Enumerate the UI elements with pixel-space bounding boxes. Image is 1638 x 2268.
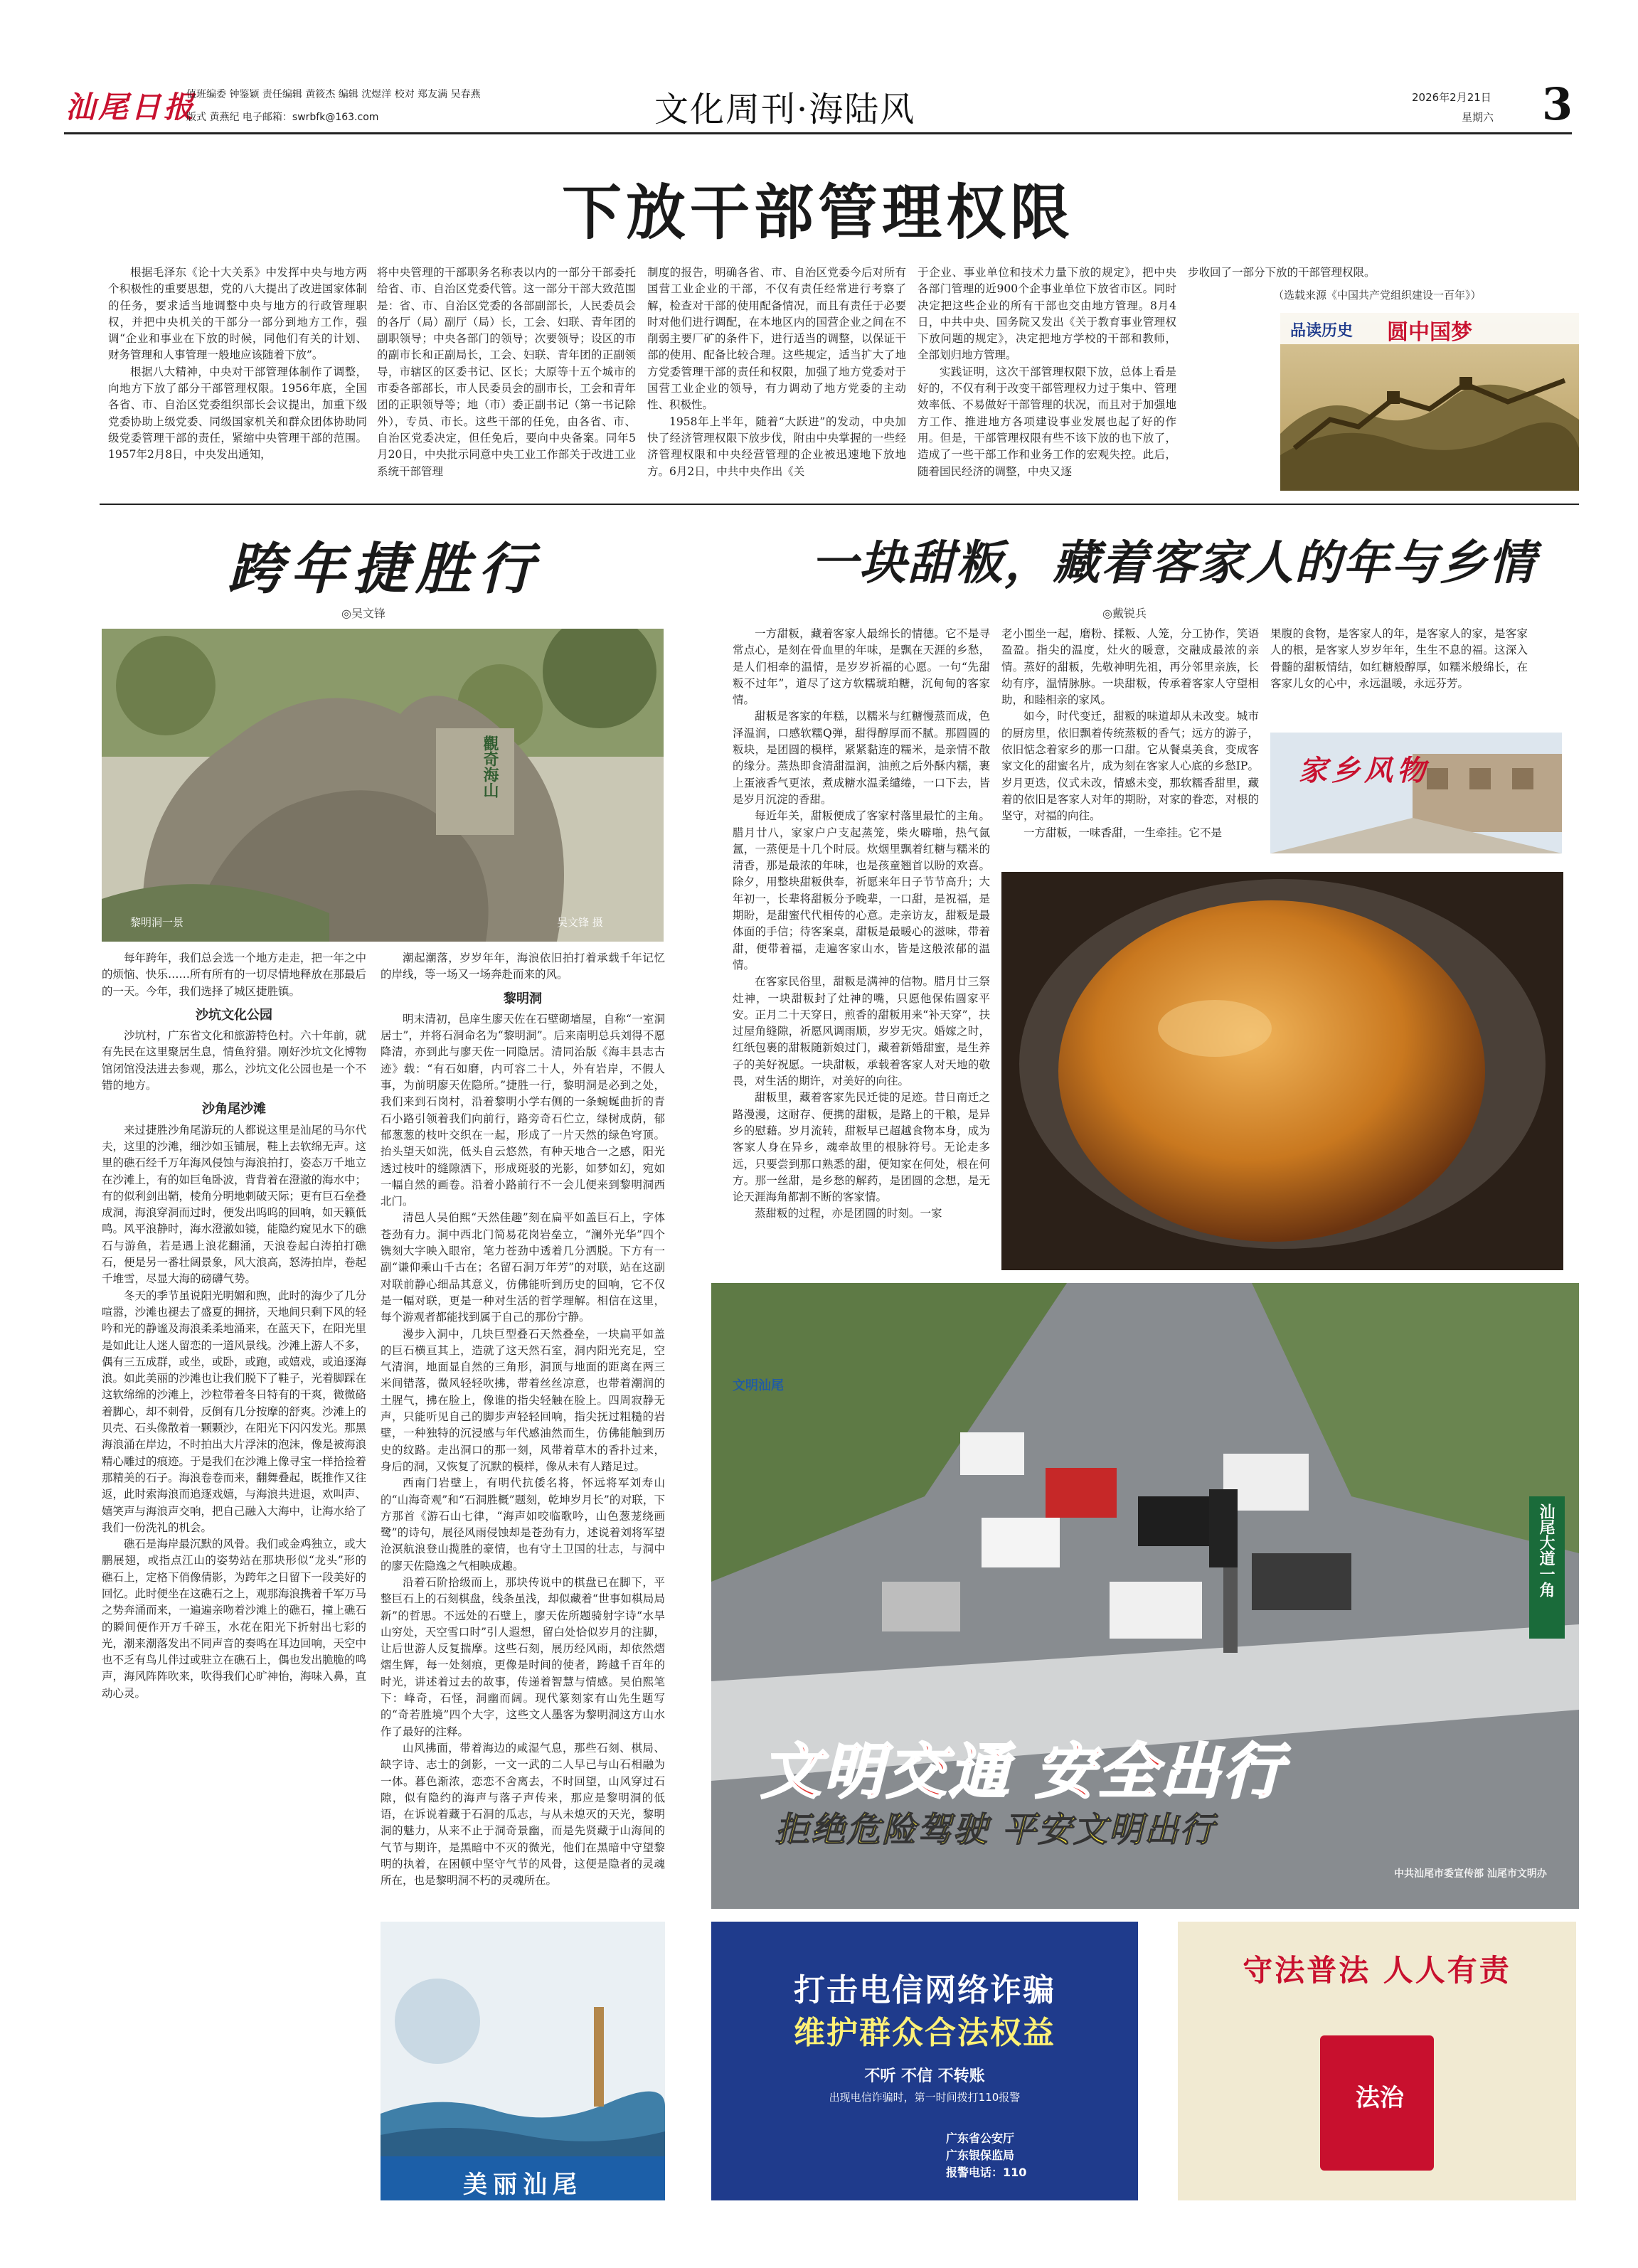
article1-col-3	[647, 265, 906, 485]
road-credit: 中共汕尾市委宣传部 汕尾市文明办	[1394, 1868, 1547, 1880]
paragraph: 根据毛泽东《论十大关系》中发挥中央与地方两个积极性的重要思想，党的八大提出了改进国家体制的任务，要求适当地调整中央与地方的行政管理职权，并把中央机关的干部分一部分到地方工作，强调“企业和事业在下放的时候，同他们有关的计划、财务管理和人事管理一般地应该随着下放”。	[108, 266, 367, 362]
ad3-title: 守法普法 人人有责	[1243, 1953, 1511, 1988]
ad-law	[1178, 1922, 1576, 2200]
road-banner-main: 文明交通 安全出行	[761, 1737, 1286, 1806]
paragraph: 沿着石阶拾级而上，那块传说中的棋盘已在脚下，平整巨石上的石刻棋盘，线条虽浅，却似藏着“世事如棋局局新”的哲思。不远处的石壁上，廖天佐所题骑射字诗“水旱山穷处，天空雪口时”引人遐想，留白处恰似岁月的注脚，让后世游人反复揣摩。这些石刻，展历经风雨，却依然熠熠生辉，每一处刻痕，更像是时间的使者，跨越千百年的时光，讲述着过去的故事，传递着智慧与情感。吴伯熙笔下：峰奇，石怪，洞幽而阔。现代篆刻家有山先生题写的“奇若胜境”四个大字，这些文人墨客为黎明洞这方山水作了最好的注释。	[381, 1575, 665, 1738]
article3-title: 一块甜粄，藏着客家人的年与乡情	[811, 535, 1536, 590]
paragraph: 如今，时代变迁，甜粄的味道却从未改变。城市的厨房里，依旧飘着传统蒸粄的香气；远方的游子，依旧惦念着家乡的那一口甜。它从餐桌美食，变成客家文化的甜蜜名片，成为刻在客家人心底的乡愁IP。岁月更迭，仪式未改，情感未变，那软糯香甜里，藏着的依旧是客家人对年的期盼，对家的眷恋，对根的坚守，对福的向往。	[1001, 710, 1259, 823]
paragraph: 制度的报告，明确各省、市、自治区党委今后对所有国营工业企业的干部，不仅有责任经常进行考察了解，检查对干部的使用配备情况，而且有责任于必要时对他们进行调配，在本地区内的国营企业之间在不削弱主要厂矿的条件下，进行适当的调整，以保证干部的使用、配备比较合理。这些规定，适当扩大了地方党委管理干部的责任和权限，加强了地方党委对于国营工业企业的领导，有力调动了地方党委的主动性、积极性。	[647, 266, 906, 412]
article1-col-2	[377, 265, 636, 485]
paragraph: 每近年关，甜粄便成了客家村落里最忙的主角。腊月廿八，家家户户支起蒸笼，柴火噼啪，热气氤氲，一蒸便是十几个时辰。炊烟里飘着红糖与糯米的清香，那是最浓的年味，也是孩童翘首以盼的欢喜。除夕，用整块甜粄供奉，祈愿来年日子节节高升；大年初一，长辈将甜粄分予晚辈，一口甜，是祝福，是期盼，是甜蜜代代相传的心意。走亲访友，甜粄是最体面的手信；待客案桌，甜粄是最暖心的滋味，带着甜，便带着福，走遍客家山水，皆是这般浓郁的温情。	[733, 809, 990, 971]
paragraph: 一方甜粄，一味香甜，一生牵挂。它不是	[1023, 826, 1223, 839]
tianban-photo	[1001, 872, 1563, 1270]
paragraph: 果腹的食物，是客家人的年，是客家人的家，是客家人的根，是客家人岁岁年年，生生不息的福。这深入骨髓的甜粄情结，如红糖般醇厚，如糯米般绵长，在客家儿女的心中，永远温暖，永远芬芳。	[1270, 627, 1528, 690]
paragraph: 西南门岩壁上，有明代抗倭名将，怀远将军刘寿山的“山海奇观”和“石洞胜概”题刻，乾坤岁月长”的对联，下方那首《游石山七律，“海声如咬临歌吟，山色葱茏绕画鹭”的诗句，展径风雨侵蚀却是苍劲有力，述说着刘将军望沧溟航浪登山揽胜的豪情，也有守土卫国的壮志，与洞中的廖天佐隐逸之气相映成趣。	[381, 1476, 665, 1572]
rock-photo	[102, 629, 664, 942]
paragraph: 来过捷胜沙角尾游玩的人都说这里是汕尾的马尔代夫，这里的沙滩，细沙如玉铺展，鞋上去软绵无声。这里的礁石经千万年海风侵蚀与海浪拍打，姿态万千地立在沙滩上，有的如巨龟卧波，背背着在澄澈的海水中；有的似利剑出鞘，棱角分明地刺破天际；更有巨石垒叠成洞，海浪穿洞而过时，便发出呜呜的回响，如天籁低鸣。风平浪静时，海水澄澈如镜，能隐约窥见水下的礁石与游鱼，若是遇上浪花翻涌，天浪卷起白涛拍打礁石，便是另一番壮阔景象，风大浪高，怒涛拍岸，卷起千堆雪，尽显大海的磅礴气势。	[102, 1123, 366, 1286]
rock-photo-caption: 黎明洞一景	[130, 916, 184, 929]
subheading: 沙角尾沙滩	[202, 1102, 266, 1117]
paragraph: 一方甜粄，藏着客家人最绵长的情德。它不是寻常点心，是刻在骨血里的年味，是飘在天涯的乡愁，是人们相牵的温情，是岁岁祈福的心愿。一句“先甜粄不过年”，道尽了这方软糯琥珀糖，沉甸甸的客家情。	[733, 627, 990, 707]
masthead-rule	[64, 132, 1572, 134]
paragraph: 根据八大精神，中央对干部管理体制作了调整，向地方下放了部分干部管理权限。1956年底，全国各省、市、自治区党委组织部长会议提出，加重下级党委协助上级党委、同级国家机关和群众团体协助同级党委管理干部的责任，紧缩中央管理干部的范围。1957年2月8日，中央发出通知，	[108, 365, 367, 462]
paragraph: 潮起潮落，岁岁年年，海浪依旧拍打着承载千年记忆的岸线，等一场又一场奔赴而来的风。	[381, 952, 665, 981]
paragraph: 沙坑村，广东省文化和旅游特色村。六十年前，就有先民在这里聚居生息，情鱼狩猎。刚好沙坑文化博物馆闭馆没法进去参观，那么，沙坑文化公园也是一个不错的地方。	[102, 1029, 366, 1092]
hometown-label	[1270, 733, 1562, 853]
article2-title: 跨年捷胜行	[227, 537, 541, 602]
road-vertical-label: 汕尾大道一角	[1537, 1503, 1555, 1597]
paragraph: 礁石是海岸最沉默的风骨。我们或金鸡独立，或大鹏展翅，或指点江山的姿势站在那块形似“龙头”形的礁石上，定格下俏像倩影，为跨年之日留下一段美好的回忆。此时便坐在这礁石之上，观那海浪携着千军万马之势奔涌而来，一遍遍亲吻着沙滩上的礁石，撞上礁石的瞬间便作开万千碎玉，水花在阳光下折射出七彩的光，潮来潮落发出不同声音的奏鸣在耳边回响，天空中也不乏有鸟儿伴过或驻立在礁石上，偶也发出脆脆的鸣声，海风阵阵吹来，吹得我们心旷神怡，海味入鼻，直动心灵。	[102, 1538, 366, 1700]
article2-col-left	[102, 950, 366, 2223]
article3-col-2	[1001, 626, 1259, 861]
issue-weekday: 星期六	[1462, 111, 1494, 124]
masthead	[0, 0, 1638, 142]
paragraph: 老小围坐一起，磨粉、揉粄、人笼，分工协作，笑语盈盈。指尖的温度，灶火的暖意，交融成最浓的亲情。蒸好的甜粄，先敬神明先祖，再分邻里亲族，长幼有序，温情脉脉。一块甜粄，传承着客家人守望相助，和睦相亲的家风。	[1001, 627, 1259, 707]
editor-line: 值班编委 钟鉴颖 责任编辑 黄筱杰 编辑 沈煜洋 校对 郑友满 吴春燕	[186, 89, 481, 100]
paragraph: 实践证明，这次干部管理权限下放，总体上看是好的，不仅有利于改变干部管理权力过于集中、管理效率低、不易做好干部管理的状况，而且对于加强地方工作、推进地方各项建设事业发展也起了好的作用。但是，干部管理权限有些不该下放的也下放了，造成了一些干部工作和业务工作的宏观失控。此后，随着国民经济的调整，中央又逐	[918, 365, 1176, 478]
history-banner	[1280, 313, 1579, 491]
banner-label-right: 圆中国梦	[1387, 320, 1472, 345]
section-title: 文化周刊·海陆风	[654, 90, 916, 129]
ad2-sign-2: 广东银保监局	[946, 2149, 1015, 2162]
paragraph: 甜粄是客家的年糕，以糯米与红糖慢蒸而成，色泽温润，口感软糯Q弹，甜得醇厚而不腻。那圆圆的粄块，是团圆的模样，紧紧黏连的糯米，是亲情不散的缘分。蒸热即食清甜温润，油煎之后外酥内糯，裹上蛋液香气更浓，煮成糖水温柔缱绻，一口下去，皆是岁月沉淀的香甜。	[733, 710, 990, 806]
ad2-title-1: 打击电信网络诈骗	[794, 1972, 1055, 2008]
ad2-sign-1: 广东省公安厅	[946, 2131, 1015, 2145]
sweet-cake-illustration	[1001, 872, 1563, 1270]
road-photo	[711, 1283, 1579, 1909]
rock-carving-text: 觀奇海山	[481, 735, 499, 798]
ad2-hotline: 报警电话：110	[946, 2166, 1027, 2179]
paragraph: 山风拂面，带着海边的咸湿气息，那些石刻、棋局、缺字诗、志士的剑影，一文一武的二人早已与山石相融为一体。暮色渐浓，恋恋不舍离去，不时回望，山风穿过石隙，似有隐约的海声与落子声传来，那应是黎明洞的低语，在诉说着藏于石洞的瓜志，与从未熄灭的天光，黎明洞的魅力，从来不止于洞奇景幽，而是先贤藏于山海间的气节与期许，是黑暗中不灭的微光，他们在黑暗中守望黎明的执着，在困顿中坚守气节的风骨，这便是隐者的灵魂所在，也是黎明洞不朽的灵魂所在。	[381, 1741, 665, 1888]
hometown-label-text: 家乡风物	[1299, 754, 1430, 787]
ad-anti-fraud	[711, 1922, 1138, 2200]
paragraph: 甜粄里，藏着客家先民迁徙的足迹。昔日南迁之路漫漫，这耐存、便携的甜粄，是路上的干粮，是异乡的慰藉。岁月流转，甜粄早已超越食物本身，成为客家人身在异乡，魂牵故里的根脉符号。无论走多远，只要尝到那口熟悉的甜，便知家在何处，根在何方。那一丝甜，是乡愁的解药，是团圆的念想，是无论天涯海角都割不断的客家情。	[733, 1091, 990, 1204]
ad2-title-2: 维护群众合法权益	[794, 2015, 1055, 2051]
article2-col-right	[381, 950, 665, 1910]
road-emblem-text: 文明汕尾	[733, 1378, 784, 1393]
article1-title: 下放干部管理权限	[561, 177, 1074, 247]
article1-col-1	[108, 265, 367, 485]
layout-line: 版式 黄燕纪 电子邮箱：swrbfk@163.com	[186, 112, 379, 123]
article3-col-3	[1270, 626, 1528, 733]
paragraph: 在客家民俗里，甜粄是满神的信物。腊月廿三祭灶神，一块甜粄封了灶神的嘴，只愿他保佑圆家平安。正月二十天穿日，煎香的甜粄用来“补天穿”，扶过屋角缝隙，祈愿风调雨顺，岁岁无灾。婚嫁之时，红纸包裹的甜粄随新娘过门，藏着新婚甜蜜，是生养子的美好祝愿。一块甜粄，承载着客家人对天地的敬畏，对生活的期许，对美好的向往。	[733, 975, 990, 1088]
paper-name: 汕尾日报	[65, 90, 197, 124]
paragraph: 于企业、事业单位和技术力量下放的规定》，把中央各部门管理的近900个企事业单位下放省市区。同时决定把这些企业的所有干部也交由地方管理。8月4日，中共中央、国务院又发出《关于教育事业管理权下放问题的规定》，决定把地方学校的干部和教师，全部划归地方管理。	[918, 266, 1176, 362]
road-banner-sub: 拒绝危险驾驶 平安文明出行	[775, 1810, 1216, 1850]
article1-col-4	[918, 265, 1176, 485]
article1-source: （选载来源《中国共产党组织建设一百年》）	[1273, 289, 1482, 302]
ad3-book-text: 法治	[1356, 2084, 1404, 2112]
rock-illustration	[102, 629, 664, 942]
section-divider	[100, 504, 1579, 505]
page-number: 3	[1542, 78, 1573, 130]
subheading: 沙坑文化公园	[196, 1007, 272, 1023]
paragraph: 每年跨年，我们总会选一个地方走走，把一年之中的烦恼、快乐……所有所有的一切尽情地释放在那最后的一天。今年，我们选择了城区捷胜镇。	[102, 952, 366, 998]
paragraph: 漫步入洞中，几块巨型叠石天然叠垒，一块扁平如盖的巨石横亘其上，造就了这天然石室，洞内阳光充足，空气清润，地面显自然的三角形，洞顶与地面的距离在两三米间错落，微风轻轻吹拂，带着丝丝凉意，也带着潮润的土腥气，拂在脸上，像谁的指尖轻触在脸上。四周寂静无声，只能听见自己的脚步声轻轻回响，指尖抚过粗糙的岩壁，一种独特的沉浸感与年代感油然而生，仿佛能触到历史的纹路。走出洞口的那一刻，风带着草木的香扑过来，身后的洞，又恢复了沉默的模样，像从未有人踏足过。	[381, 1327, 665, 1473]
subheading: 黎明洞	[504, 991, 542, 1006]
paragraph: 将中央管理的干部职务名称表以内的一部分干部委托给省、市、自治区党委代管。这一部分干部大致范围是：省、市、自治区党委的各部副部长，人民委员会的各厅（局）副厅（局）长，工会、妇联、青年团的副职领导；中央各部门的领导；次要领导；设区的市的副市长和正副局长，工会、妇联、青年团的正副领导，市辖区的区委书记、区长；大原等十五个城市的市委各部部长，市人民委员会的副市长，工会和青年团的正职领导等；地（市）委正副书记（第一书记除外），专员、市长。这些干部的任免，由各省、市、自治区党委决定，但任免后，要向中央备案。同年5月20日，中央批示同意中央工业工作部关于改进工业系统干部管理	[377, 266, 636, 478]
paragraph: 1958年上半年，随着“大跃进”的发动，中央加快了经济管理权限下放步伐，附由中央掌握的一些经济管理权限和中央经营管理的企业被迅速地下放地方。6月2日，中共中央作出《关	[647, 415, 906, 478]
paragraph: 明末清初，邑庠生廖天佐在石壁砌墙屋，自称“一室洞居士”，并将石洞命名为“黎明洞”。后来南明总兵刘得不愿降清，亦到此与廖天佐一同隐居。清同治版《海丰县志古迹》载：“有石如磨，内可容二十人，外有岩岸，不假人事，为前明廖天佐隐所。”捷胜一行，黎明洞是必到之处，我们来到石岗村，沿着黎明小学右侧的一条蜿蜒曲折的青石小路引领着我们向前行，路旁奇石伫立，绿树成荫，郁郁葱葱的枝叶交织在一起，形成了一片天然的绿色穹顶。抬头望天如洗，低头自云悠然，有种天地合一之感，阳光透过枝叶的缝隙洒下，形成斑驳的光影，如梦如幻，宛如一幅自然的画卷。沿着小路前行不一会儿便来到黎明洞西北门。	[381, 1012, 665, 1208]
paragraph: 冬天的季节虽说阳光明媚和煦，此时的海少了几分喧嚣，沙滩也褪去了盛夏的拥挤，天地间只剩下风的轻吟和光的静谧及海浪柔柔地涌来，在蓝天下，在阳光里是如此让人迷人留恋的一道风景线。沙滩上游人不多，偶有三五成群，或坐，或卧，或跑，或嬉戏，或追逐海浪。如此美丽的沙滩也让我们脱下了鞋子，光着脚踩在这软绵绵的沙滩上，沙粒带着冬日特有的干爽，微微硌着脚心，却不刺骨，反倒有几分按摩的舒爽。沙滩上的贝壳、石头像散着一颗颗沙，在阳光下闪闪发光。那黑海浪涌在岸边，不时拍出大片浮沫的泡沫，像是被海浪精心雕过的痕迹。于是我们在沙滩上像寻宝一样拾捡着那精美的石子。海浪卷卷而来，翻舞叠起，既推作又往返，此时索海浪而追逐戏嬉，与海浪共进退，欢叫声、嬉笑声与海浪声交响，把自己融入大海中，让海水给了我们一份洗礼的机会。	[102, 1289, 366, 1534]
issue-date: 2026年2月21日	[1412, 91, 1491, 104]
article3-byline: ◎戴锐兵	[1102, 607, 1147, 620]
paragraph: 步收回了一部分下放的干部管理权限。	[1188, 266, 1376, 279]
ad1-caption: 美丽汕尾	[463, 2171, 583, 2199]
ad2-tagline: 不听 不信 不转账	[864, 2067, 985, 2085]
article2-byline: ◎吴文锋	[341, 607, 385, 620]
paragraph: 清邑人吴伯熙“天然佳趣”刻在扁平如盖巨石上，字体苍劲有力。洞中西北门简易花岗岩垒立，“澜外光华”四个镌刻大字映入眼帘，笔力苍劲中透着几分洒脱。下方有一副“谦仰乘山千古在；名留石洞万年芳”的对联，站在这副对联前静心细品其意义，仿佛能听到历史的回响，它不仅是一幅对联，更是一种对生活的哲学理解。相信在这里，每个游观者都能找到属于自己的那份宁静。	[381, 1211, 665, 1324]
rock-photo-credit: 吴文锋 摄	[557, 916, 603, 929]
ad2-note: 出现电信诈骗时，第一时间拨打110报警	[829, 2091, 1021, 2104]
paragraph: 蒸甜粄的过程，亦是团圆的时刻。一家	[755, 1207, 942, 1220]
ad-beautiful-shanwei	[381, 1922, 665, 2200]
article3-col-1	[733, 626, 990, 1266]
article1-col-5	[1188, 265, 1487, 286]
banner-label-left: 品读历史	[1290, 322, 1354, 340]
